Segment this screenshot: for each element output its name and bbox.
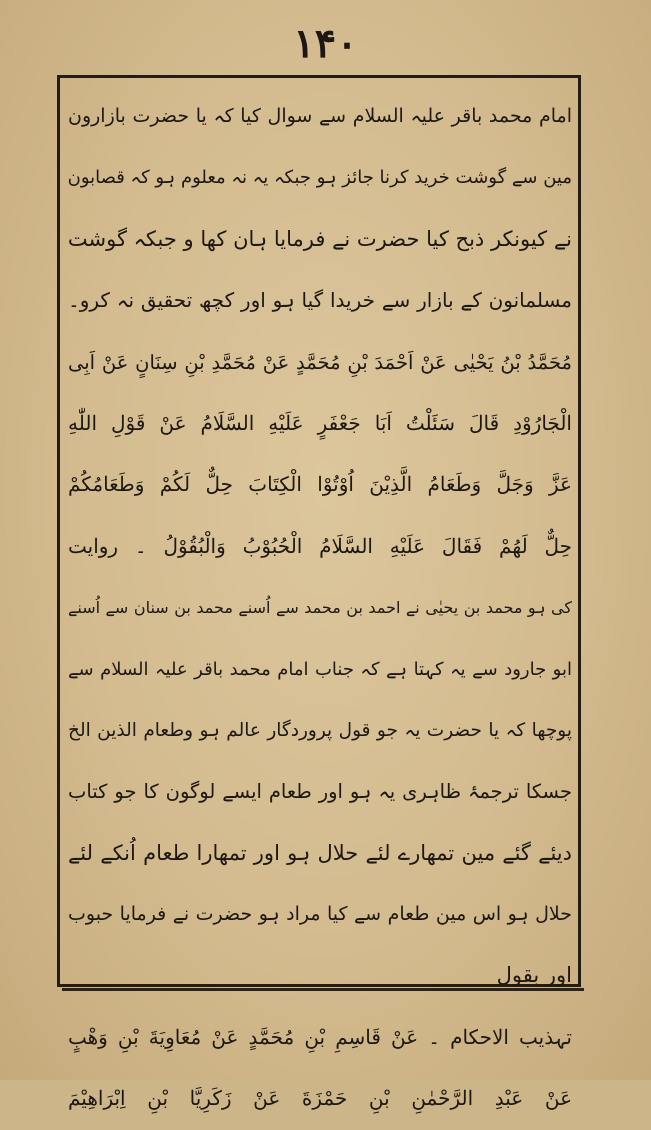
text-line: پوچھا کہ یا حضرت یہ جو قول پروردگار عالم ہو وطعام الذین الخ	[68, 719, 572, 741]
text-line: حِلٌّ لَهُمْ فَقَالَ عَلَیْهِ السَّلَامُ الْحُبُوْبُ وَالْبُقُوْلُ ۔ روایت	[68, 533, 572, 558]
text-line: جسکا ترجمۂ ظاہری یہ ہو اور طعام ایسے لوگون کا جو کتاب	[68, 780, 572, 804]
text-line: عَنْ عَبْدِ الرَّحْمٰنِ بْنِ حَمْزَةَ عَنْ زَکَرِیَّا بْنِ اِبْرَاهِیْمَ	[68, 1086, 572, 1111]
text-line: ابو جارود سے یہ کہتا ہے کہ جناب امام محمد باقر علیہ السلام سے	[68, 658, 572, 680]
text-line: کی ہو محمد بن یحیٰی نے احمد بن محمد سے اُسنے محمد بن سنان سے اُسنے	[68, 598, 572, 618]
text-line: تہذیب الاحکام ۔ عَنْ قَاسِمِ بْنِ مُحَمَّدٍ عَنْ مُعَاوِیَةَ بْنِ وَهْبٍ	[68, 1024, 572, 1049]
text-line: اور بقول	[496, 963, 572, 988]
text-line: نے کیونکر ذبح کیا حضرت نے فرمایا ہان کھا و جبکہ گوشت	[68, 226, 572, 251]
text-line: مُحَمَّدُ بْنُ یَحْیٰی عَنْ اَحْمَدَ بْنِ مُحَمَّدٍ عَنْ مُحَمَّدِ بْنِ سِنَانٍ عَنْ اَبِی	[68, 350, 572, 374]
text-line: مین سے گوشت خرید کرنا جائز ہو جبکہ یہ نہ معلوم ہو کہ قصابون	[68, 167, 572, 189]
text-line: الْجَارُوْدِ قَالَ سَئَلْتُ اَبَا جَعْفَرٍ عَلَیْهِ السَّلَامُ عَنْ قَوْلِ اللّٰهِ	[68, 410, 572, 435]
text-line: دیئے گئے مین تمھارے لئے حلال ہو اور تمھارا طعام اُنکے لئے	[68, 840, 572, 865]
text-line: حلال ہو اس مین طعام سے کیا مراد ہو حضرت نے فرمایا حبوب	[68, 903, 572, 926]
text-line: مسلمانون کے بازار سے خریدا گیا ہو اور کچھ تحقیق نہ کرو۔	[68, 288, 572, 313]
page-number: ۱۴۰	[293, 20, 358, 67]
text-body	[68, 86, 572, 1130]
text-line: امام محمد باقر علیہ السلام سے سوال کیا کہ یا حضرت بازارون	[68, 105, 572, 127]
text-line: عَزَّ وَجَلَّ وَطَعَامُ الَّذِیْنَ اُوْتُوْا الْکِتَابَ حِلٌّ لَکُمْ وَطَعَامُکُمْ	[68, 472, 572, 497]
